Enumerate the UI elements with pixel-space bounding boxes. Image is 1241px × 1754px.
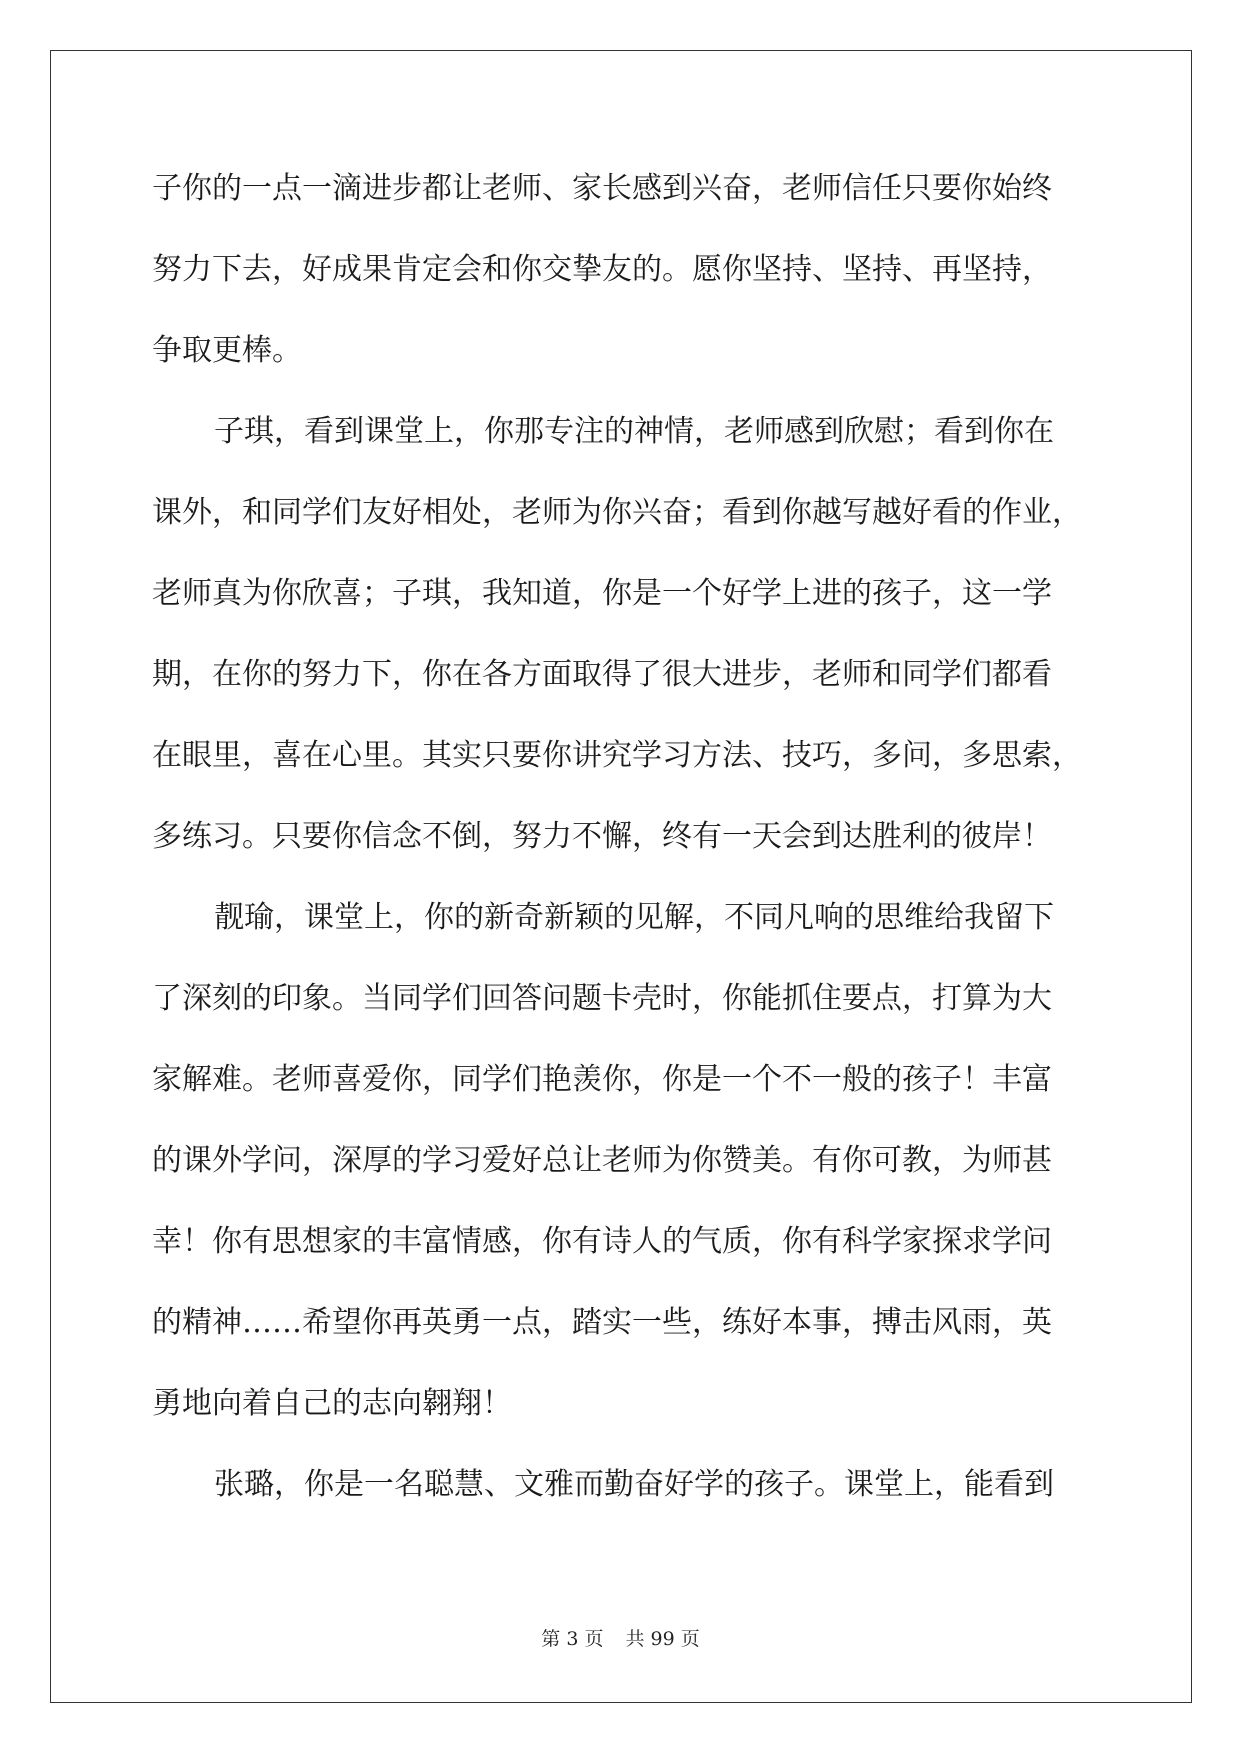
text-line: 靓瑜，课堂上，你的新奇新颖的见解，不同凡响的思维给我留下 [214, 900, 1054, 935]
text-line: 在眼里，喜在心里。其实只要你讲究学习方法、技巧，多问，多思索， [152, 738, 1082, 773]
text-line: 期，在你的努力下，你在各方面取得了很大进步，老师和同学们都看 [152, 657, 1052, 692]
page-number: 第 3 页 [541, 1628, 604, 1650]
text-line: 的精神……希望你再英勇一点，踏实一些，练好本事，搏击风雨，英 [152, 1305, 1052, 1340]
text-line: 努力下去，好成果肯定会和你交挚友的。愿你坚持、坚持、再坚持， [152, 252, 1052, 287]
text-line: 子琪，看到课堂上，你那专注的神情，老师感到欣慰；看到你在 [214, 414, 1054, 449]
text-line: 课外，和同学们友好相处，老师为你兴奋；看到你越写越好看的作业， [152, 495, 1082, 530]
text-line: 多练习。只要你信念不倒，努力不懈，终有一天会到达胜利的彼岸！ [152, 819, 1052, 854]
page-total: 共 99 页 [625, 1628, 700, 1650]
text-line: 家解难。老师喜爱你，同学们艳羡你，你是一个不一般的孩子！丰富 [152, 1062, 1052, 1097]
text-line: 了深刻的印象。当同学们回答问题卡壳时，你能抓住要点，打算为大 [152, 981, 1052, 1016]
document-body [152, 148, 1092, 1525]
text-line: 争取更棒。 [152, 333, 302, 368]
text-line: 幸！你有思想家的丰富情感，你有诗人的气质，你有科学家探求学问 [152, 1224, 1052, 1259]
text-line: 老师真为你欣喜；子琪，我知道，你是一个好学上进的孩子，这一学 [152, 576, 1052, 611]
text-line: 的课外学问，深厚的学习爱好总让老师为你赞美。有你可教，为师甚 [152, 1143, 1052, 1178]
text-line: 勇地向着自己的志向翱翔！ [152, 1386, 512, 1421]
text-line: 张璐，你是一名聪慧、文雅而勤奋好学的孩子。课堂上，能看到 [214, 1467, 1054, 1502]
text-line: 子你的一点一滴进步都让老师、家长感到兴奋，老师信任只要你始终 [152, 171, 1052, 206]
page-footer [0, 1624, 1241, 1651]
